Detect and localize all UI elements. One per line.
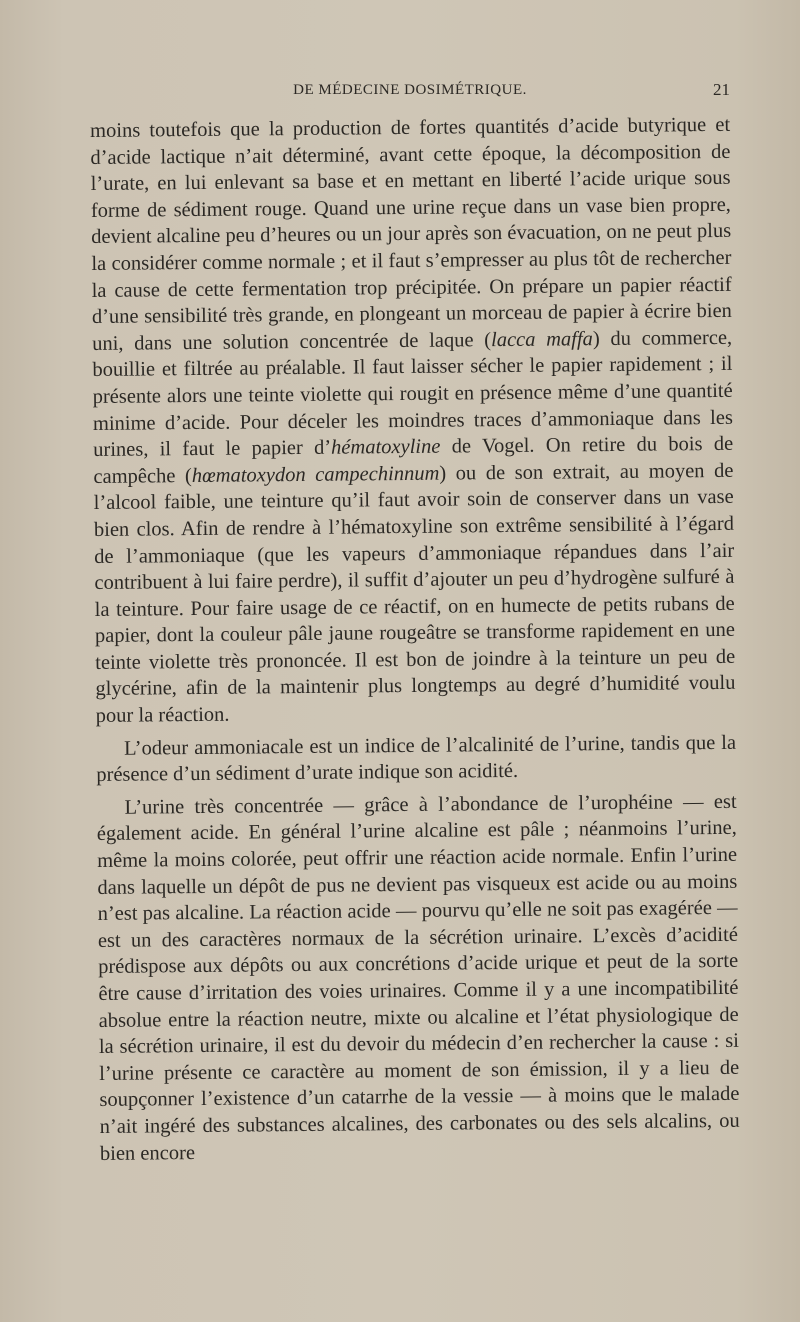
paragraph-3 (96, 789, 740, 1167)
body-text (90, 112, 740, 1167)
paragraph-1 (90, 112, 736, 730)
text-run: L’urine très concentrée — grâce à l’abondance de l’urophéine — est également acide. En général l’urine alcaline est pâle ; néanmoins l’urine, même la moins colorée, peut offrir une réaction acide normale. Enfin l’urine dans laquelle un dépôt de pus ne devient pas visqueux est acide ou au moins n’est pas alcaline. La réaction acide — pourvu qu’elle ne soit pas exagérée — est un des caractères normaux de la sécrétion urinaire. L’excès d’acidité prédispose aux dépôts ou aux concrétions d’acide urique et peut de la sorte être cause d’irritation des voies urinaires. Comme il y a une incompatibilité absolue entre la réaction neutre, mixte ou alcaline et l’état physiologique de la sécrétion urinaire, il est du devoir du médecin d’en rechercher la cause : si l’urine présente ce caractère au moment de son émission, il y a lieu de soupçonner l’existence d’un catarrhe de la vessie — à moins que le malade n’ait ingéré des substances alcalines, des carbonates ou des sels alcalins, ou bien encore (96, 790, 740, 1165)
italic-term-lacca-maffa: lacca maffa (490, 327, 593, 351)
page-header (90, 80, 730, 104)
text-run: de Vogel. On retire du bois de campêche ( (93, 432, 734, 488)
running-title: DE MÉDECINE DOSIMÉTRIQUE. (293, 82, 527, 98)
text-run: ) ou de son extrait, au moyen de l’alcool faible, une teinture qu’il faut avoir soin de conserver dans un vase bien clos. Afin de rendre à l’hématoxyline son extrême sensibilité à l’égard de l’ammoniaque (que les vapeurs d’ammoniaque répandues dans l’air contribuent à lui faire perdre), il suffit d’ajouter un peu d’hydrogène sulfuré à la teinture. Pour faire usage de ce réactif, on en humecte de petits rubans de papier, dont la couleur pâle jaune rougeâtre se transforme rapidement en une teinte violette très prononcée. Il est bon de joindre à la teinture un peu de glycérine, afin de la maintenir plus longtemps au degré d’humidité voulu pour la réaction. (93, 459, 736, 728)
paragraph-2 (96, 729, 736, 788)
page-number: 21 (713, 80, 730, 99)
text-run: L’odeur ammoniacale est un indice de l’alcalinité de l’urine, tandis que la présence d’un sédiment d’urate indique son acidité. (96, 731, 737, 787)
text-run: moins toutefois que la production de fortes quantités d’acide butyrique et d’acide lactique n’ait déterminé, avant cette époque, la décomposition de l’urate, en lui enlevant sa base et en mettant en liberté l’acide urique sous forme de sédiment rouge. Quand une urine reçue dans un vase bien propre, devient alcaline peu d’heures ou un jour après son évacuation, on ne peut plus la considérer comme normale ; et il faut s’empresser au plus tôt de rechercher la cause de cette fermentation trop précipitée. On prépare un papier réactif d’une sensibilité très grande, en plongeant un morceau de papier à écrire bien uni, dans une solution concentrée de laque ( (90, 113, 732, 355)
italic-term-hematoxyline: hématoxyline (331, 435, 441, 459)
italic-term-haematoxydon: hœmatoxydon campechinnum (191, 462, 440, 487)
text-run: ) du commerce, bouillie et filtrée au préalable. Il faut laisser sécher le papier rapidement ; il présente alors une teinte violette qui rougit en présence même d’une quantité minime d’acide. Pour déceler les moindres traces d’ammoniaque dans les urines, il faut le papier d’ (92, 326, 734, 462)
